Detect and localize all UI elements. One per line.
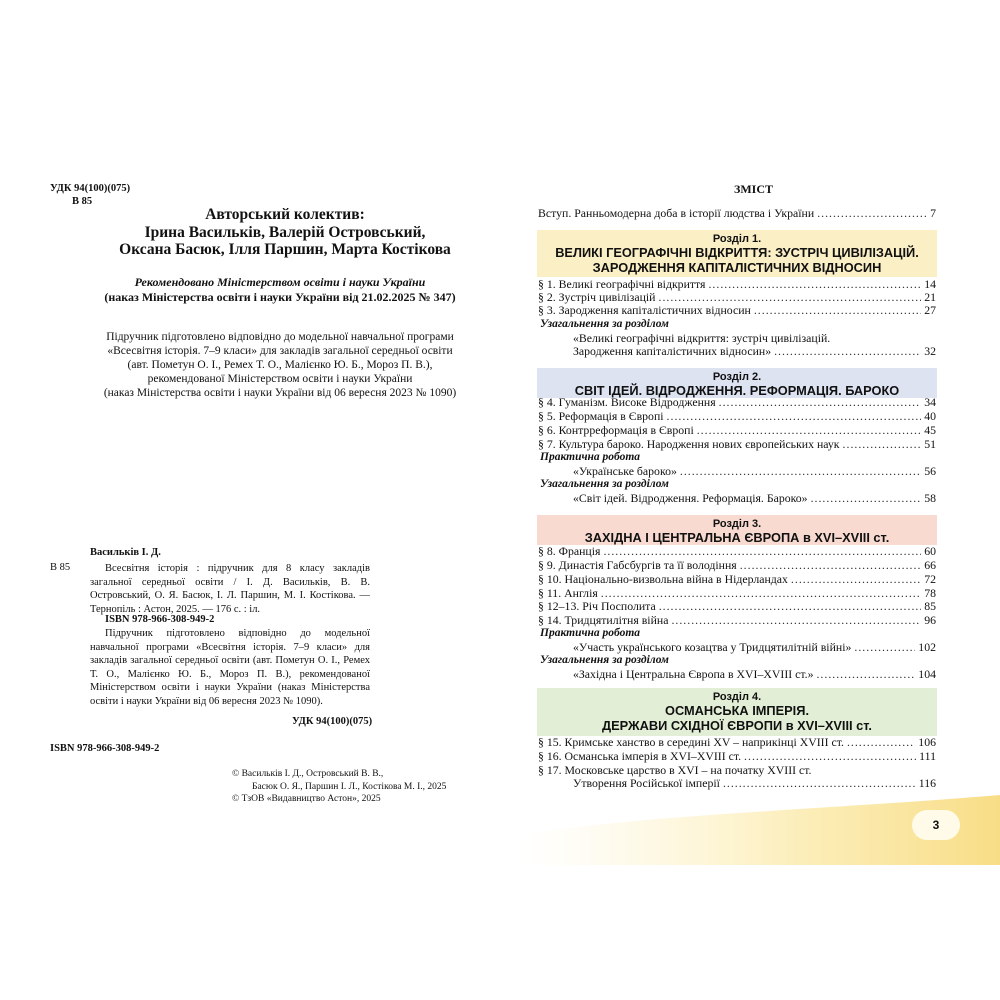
- catalog-description: Всесвітня історія : підручник для 8 класу закладів загальної середньої освіти / І. Д. Васильків, В. В. Островський, О. Я. Басюк, І. Л. Паршин, М. І. Костікова. — Тернопіль : Астон, 2025. — 176 с. : іл.: [90, 563, 370, 615]
- copyright-line: © Васильків І. Д., Островський В. В.,: [232, 769, 384, 779]
- recommendation-text: Рекомендовано Міністерством освіти і науки України: [134, 275, 426, 289]
- bbk-code: В 85: [72, 196, 93, 207]
- section-header-1: Розділ 1. ВЕЛИКІ ГЕОГРАФІЧНІ ВІДКРИТТЯ: ЗУСТРІЧ ЦИВІЛІЗАЦІЙ. ЗАРОДЖЕННЯ КАПІТАЛІСТИЧНИХ ВІДНОСИН: [537, 230, 937, 277]
- section-header-3: Розділ 3. ЗАХІДНА І ЦЕНТРАЛЬНА ЄВРОПА в XVI–XVIII ст.: [537, 515, 937, 545]
- toc-entry[interactable]: § 16. Османська імперія в XVI–XVIII ст. ..... 111: [538, 750, 936, 763]
- toc-entry[interactable]: § 6. Контрреформація в Європі ..... 45: [538, 424, 936, 437]
- toc-entry[interactable]: Утворення Російської імперії ..... 116: [573, 777, 936, 790]
- toc-entry-intro[interactable]: Вступ. Ранньомодерна доба в історії людства і України ..... 7: [538, 207, 936, 220]
- toc-title: ЗМІСТ: [734, 182, 773, 196]
- authors-title: Авторський колектив:: [205, 206, 365, 223]
- copyright-line: © ТзОВ «Видавництво Астон», 2025: [232, 794, 381, 804]
- toc-entry-practice[interactable]: «Українське бароко» ..... 56: [573, 465, 936, 478]
- udk-code: УДК 94(100)(075): [50, 183, 131, 194]
- practice-label: Практична робота: [540, 627, 641, 639]
- toc-entry[interactable]: § 2. Зустріч цивілізацій ..... 21: [538, 291, 936, 304]
- toc-entry[interactable]: § 14. Тридцятилітня війна ..... 96: [538, 614, 936, 627]
- toc-entry[interactable]: § 9. Династія Габсбургів та її володіння ..... 66: [538, 559, 936, 572]
- toc-entry-summary[interactable]: Зародження капіталістичних відносин» ..... 32: [573, 345, 936, 358]
- copyright-line: Басюк О. Я., Паршин І. Л., Костікова М. І., 2025: [252, 781, 447, 792]
- toc-entry-summary[interactable]: «Світ ідей. Відродження. Реформація. Бароко» ..... 58: [573, 492, 936, 505]
- authors-line: Оксана Басюк, Ілля Паршин, Марта Костікова: [119, 241, 451, 258]
- practice-label: Практична робота: [540, 451, 641, 463]
- toc-entry[interactable]: § 8. Франція ..... 60: [538, 545, 936, 558]
- toc-entry[interactable]: § 7. Культура бароко. Народження нових європейських наук ..... 51: [538, 438, 936, 451]
- program-note: [55, 330, 505, 400]
- toc-entry[interactable]: § 4. Гуманізм. Високе Відродження ..... 34: [538, 396, 936, 409]
- authors-block: [60, 206, 510, 259]
- summary-label: Узагальнення за розділом: [540, 478, 669, 490]
- toc-entry[interactable]: § 1. Великі географічні відкриття ..... 14: [538, 278, 936, 291]
- section-header-4: Розділ 4. ОСМАНСЬКА ІМПЕРІЯ. ДЕРЖАВИ СХІДНОЇ ЄВРОПИ в XVI–XVIII ст.: [537, 688, 937, 736]
- toc-entry[interactable]: § 10. Національно-визвольна війна в Нідерландах ..... 72: [538, 573, 936, 586]
- toc-entry[interactable]: § 12–13. Річ Посполита ..... 85: [538, 600, 936, 613]
- program-note-line: «Всесвітня історія. 7–9 класи» для закладів загальної середньої освіти: [107, 345, 453, 357]
- program-note-line: (наказ Міністерства освіти і науки України від 06 вересня 2023 № 1090): [103, 387, 457, 399]
- recommendation: [50, 275, 510, 305]
- summary-label: Узагальнення за розділом: [540, 318, 669, 330]
- catalog-isbn: ISBN 978-966-308-949-2: [105, 614, 215, 625]
- section-header-2: Розділ 2. СВІТ ІДЕЙ. ВІДРОДЖЕННЯ. РЕФОРМАЦІЯ. БАРОКО: [537, 368, 937, 398]
- toc-entry-summary[interactable]: «Західна і Центральна Європа в XVI–XVIII ст.» ..... 104: [573, 668, 936, 681]
- toc-entry-summary-line[interactable]: «Великі географічні відкриття: зустріч цивілізацій.: [573, 331, 831, 345]
- program-note-line: Підручник підготовлено відповідно до модельної навчальної програми: [106, 331, 454, 343]
- authors-line: Ірина Васильків, Валерій Островський,: [144, 223, 426, 241]
- catalog-author: Васильків І. Д.: [90, 547, 161, 558]
- catalog-bbk: В 85: [50, 562, 71, 573]
- page-number: 3: [912, 810, 960, 840]
- toc-entry[interactable]: § 15. Кримське ханство в середині XV – наприкінці XVIII ст. ..... 106: [538, 736, 936, 749]
- toc-entry-practice[interactable]: «Участь українського козацтва у Тридцятилітній війні» ..... 102: [573, 641, 936, 654]
- toc-entry[interactable]: § 11. Англія ..... 78: [538, 587, 936, 600]
- toc-entry[interactable]: § 3. Зародження капіталістичних відносин ..... 27: [538, 304, 936, 317]
- catalog-udk: УДК 94(100)(075): [292, 716, 373, 727]
- program-note-line: (авт. Пометун О. І., Ремех Т. О., Малієнко Ю. Б., Мороз П. В.),: [127, 359, 433, 371]
- summary-label: Узагальнення за розділом: [540, 654, 669, 666]
- copyright: [232, 768, 446, 806]
- program-note-line: рекомендованої Міністерством освіти і науки України: [147, 373, 413, 385]
- recommendation-order: (наказ Міністерства освіти і науки України від 21.02.2025 № 347): [104, 290, 456, 304]
- isbn: ISBN 978-966-308-949-2: [50, 743, 160, 754]
- toc-entry-line[interactable]: § 17. Московське царство в XVI – на початку XVIII ст.: [538, 763, 812, 777]
- toc-entry[interactable]: § 5. Реформація в Європі ..... 40: [538, 410, 936, 423]
- catalog-note: Підручник підготовлено відповідно до модельної навчальної програми «Всесвітня історія. 7–9 класи» для закладів загальної середньої освіти (авт. Пометун О. І., Ремех Т. О., Малієнко Ю. Б., Мороз П. В.), рекомендованої Міністерством освіти і науки України (наказ Міністерства освіти і науки України від 06 вересня 2023 № 1090).: [90, 628, 370, 707]
